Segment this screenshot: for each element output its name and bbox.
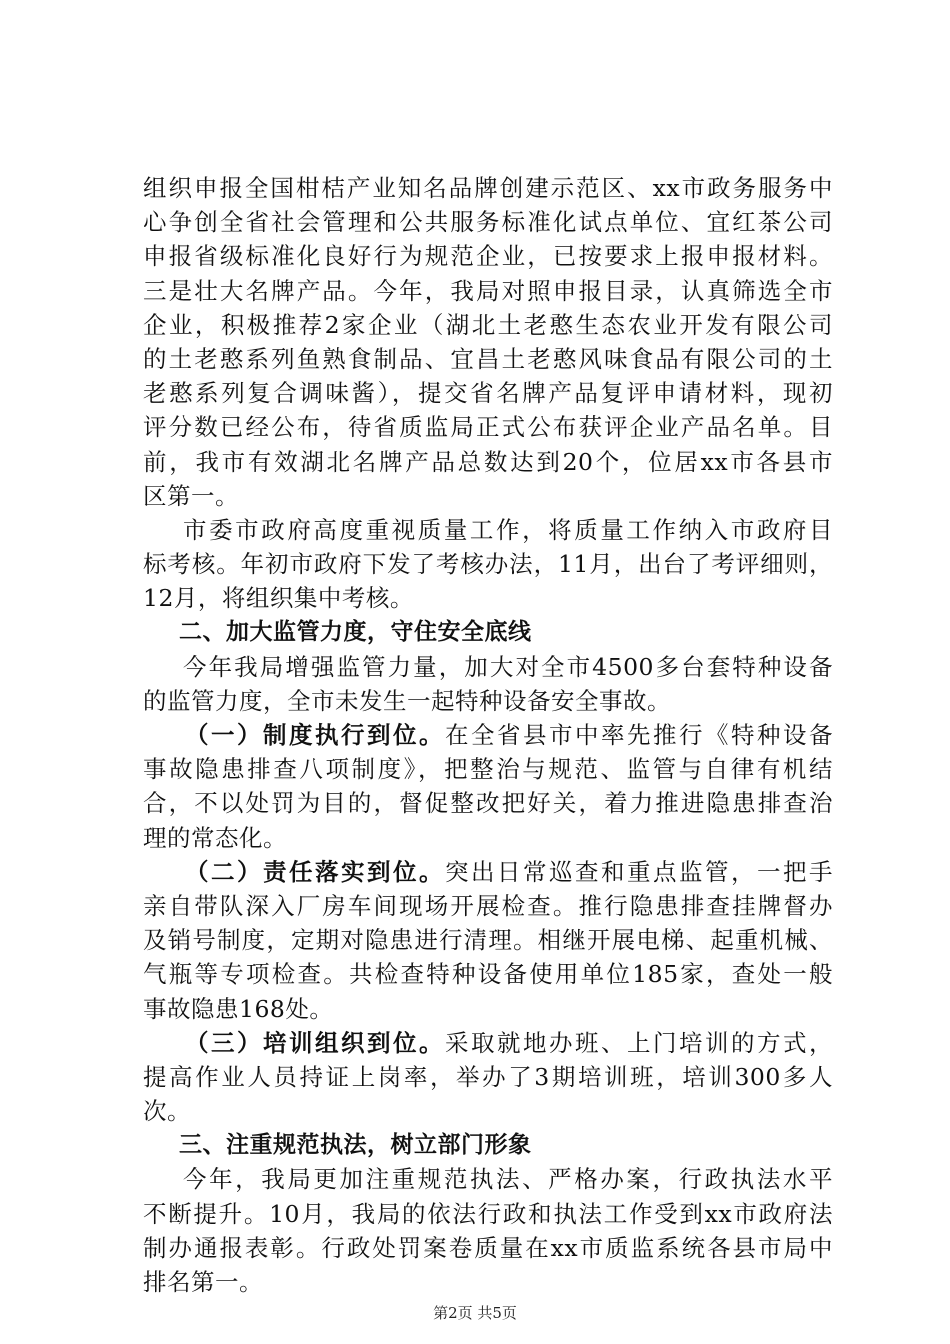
text-line: 12月，将组织集中考核。 (143, 584, 414, 613)
text-line: 申报省级标准化良好行为规范企业，已按要求上报申报材料。 (143, 242, 833, 271)
subsection-first-line (143, 1026, 833, 1060)
section-heading: 二、加大监管力度，守住安全底线 (179, 619, 532, 646)
text-line: 今年我局增强监管力量，加大对全市4500多台套特种设备 (183, 652, 833, 681)
text-line: 评分数已经公布，待省质监局正式公布获评企业产品名单。目 (143, 413, 833, 442)
subsection-title: （三）培训组织到位。 (185, 1028, 445, 1057)
subsection-title: （一）制度执行到位。 (185, 721, 445, 749)
text-line: 理的常态化。 (143, 823, 287, 852)
text-line: 市委市政府高度重视质量工作，将质量工作纳入市政府目 (183, 515, 833, 544)
subsection-text: 采取就地办班、上门培训的方式， (445, 1028, 833, 1057)
text-line: 事故隐患排查八项制度》，把整治与规范、监管与自律有机结 (143, 755, 833, 784)
text-line: 制办通报表彰。行政处罚案卷质量在xx市质监系统各县市局中 (143, 1233, 833, 1262)
subsection-text: 在全省县市中率先推行《特种设备 (445, 721, 833, 749)
text-line: 提高作业人员持证上岗率，举办了3期培训班，培训300多人 (143, 1062, 833, 1091)
text-line: 今年，我局更加注重规范执法、严格办案，行政执法水平 (183, 1165, 833, 1194)
document-body (143, 171, 833, 1299)
text-line: 企业，积极推荐2家企业（湖北土老憨生态农业开发有限公司 (143, 310, 833, 339)
text-line: 气瓶等专项检查。共检查特种设备使用单位185家，查处一般 (143, 960, 833, 989)
text-line: 次。 (143, 1097, 191, 1126)
text-line: 区第一。 (143, 481, 239, 510)
text-line: 事故隐患168处。 (143, 994, 334, 1023)
subsection-first-line (143, 718, 833, 752)
text-line: 老憨系列复合调味酱），提交省名牌产品复评申请材料，现初 (143, 379, 833, 408)
text-line: 标考核。年初市政府下发了考核办法，11月，出台了考评细则， (143, 550, 833, 579)
section-heading: 三、注重规范执法，树立部门形象 (179, 1132, 532, 1159)
text-line: 前，我市有效湖北名牌产品总数达到20个，位居xx市各县市 (143, 447, 833, 476)
text-line: 心争创全省社会管理和公共服务标准化试点单位、宜红茶公司 (143, 208, 833, 237)
text-line: 排名第一。 (143, 1268, 263, 1296)
text-line: 不断提升。10月，我局的依法行政和执法工作受到xx市政府法 (143, 1199, 833, 1228)
text-line: 合，不以处罚为目的，督促整改把好关，着力推进隐患排查治 (143, 789, 833, 818)
text-line: 三是壮大名牌产品。今年，我局对照申报目录，认真筛选全市 (143, 276, 833, 305)
subsection-text: 突出日常巡查和重点监管，一把手 (445, 857, 833, 886)
text-line: 亲自带队深入厂房车间现场开展检查。推行隐患排查挂牌督办 (143, 891, 833, 920)
text-line: 及销号制度，定期对隐患进行清理。相继开展电梯、起重机械、 (143, 926, 833, 955)
text-line: 的土老憨系列鱼熟食制品、宜昌土老憨风味食品有限公司的土 (143, 344, 833, 373)
text-line: 的监管力度，全市未发生一起特种设备安全事故。 (143, 686, 671, 715)
subsection-title: （二）责任落实到位。 (185, 857, 445, 886)
text-line: 组织申报全国柑桔产业知名品牌创建示范区、xx市政务服务中 (143, 174, 833, 202)
page-footer: 第2页 共5页 (433, 1304, 517, 1322)
subsection-first-line (143, 855, 833, 889)
